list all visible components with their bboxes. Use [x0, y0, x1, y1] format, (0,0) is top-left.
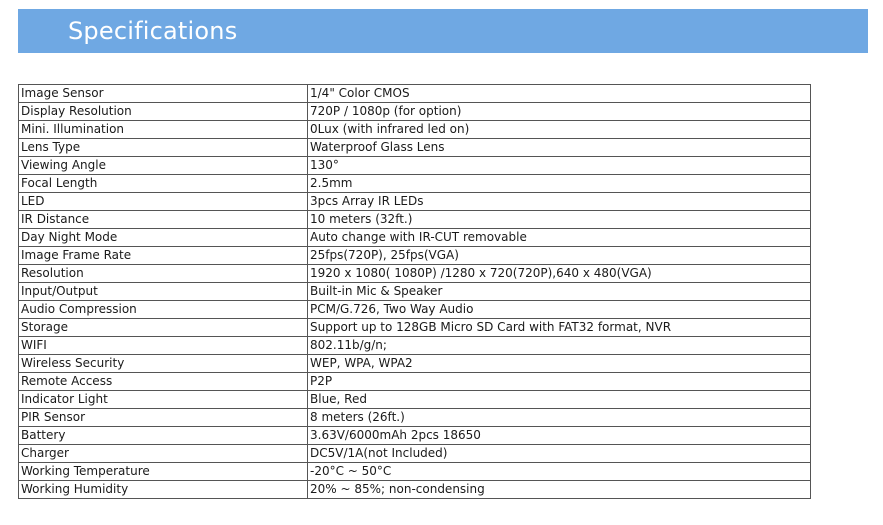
spec-label: Mini. Illumination — [19, 121, 308, 139]
spec-label: Image Frame Rate — [19, 247, 308, 265]
spec-value: 20% ~ 85%; non-condensing — [308, 481, 811, 499]
spec-label: PIR Sensor — [19, 409, 308, 427]
spec-label: Remote Access — [19, 373, 308, 391]
spec-value: 2.5mm — [308, 175, 811, 193]
spec-value: 0Lux (with infrared led on) — [308, 121, 811, 139]
spec-row — [19, 427, 811, 445]
spec-value: PCM/G.726, Two Way Audio — [308, 301, 811, 319]
spec-value: 3.63V/6000mAh 2pcs 18650 — [308, 427, 811, 445]
spec-row — [19, 355, 811, 373]
spec-value: Support up to 128GB Micro SD Card with FAT32 format, NVR — [308, 319, 811, 337]
spec-value: 1920 x 1080( 1080P) /1280 x 720(720P),640 x 480(VGA) — [308, 265, 811, 283]
spec-row — [19, 103, 811, 121]
spec-row — [19, 265, 811, 283]
specifications-table — [18, 84, 811, 499]
spec-label: Wireless Security — [19, 355, 308, 373]
spec-label: Display Resolution — [19, 103, 308, 121]
spec-label: Working Humidity — [19, 481, 308, 499]
spec-label: Storage — [19, 319, 308, 337]
spec-label: IR Distance — [19, 211, 308, 229]
spec-row — [19, 157, 811, 175]
spec-value: Waterproof Glass Lens — [308, 139, 811, 157]
spec-row — [19, 445, 811, 463]
spec-label: Resolution — [19, 265, 308, 283]
spec-row — [19, 337, 811, 355]
spec-value: 10 meters (32ft.) — [308, 211, 811, 229]
spec-label: Focal Length — [19, 175, 308, 193]
spec-value: 720P / 1080p (for option) — [308, 103, 811, 121]
spec-row — [19, 373, 811, 391]
spec-row — [19, 229, 811, 247]
spec-value: Blue, Red — [308, 391, 811, 409]
spec-row — [19, 319, 811, 337]
spec-row — [19, 463, 811, 481]
spec-label: Working Temperature — [19, 463, 308, 481]
spec-row — [19, 121, 811, 139]
spec-label: Indicator Light — [19, 391, 308, 409]
spec-value: 130° — [308, 157, 811, 175]
spec-value: Built-in Mic & Speaker — [308, 283, 811, 301]
spec-row — [19, 175, 811, 193]
section-title: Specifications — [68, 17, 238, 45]
spec-label: Image Sensor — [19, 85, 308, 103]
spec-row — [19, 301, 811, 319]
spec-label: Battery — [19, 427, 308, 445]
section-header-banner — [18, 9, 868, 53]
spec-row — [19, 481, 811, 499]
spec-label: Audio Compression — [19, 301, 308, 319]
spec-row — [19, 211, 811, 229]
spec-row — [19, 391, 811, 409]
spec-label: WIFI — [19, 337, 308, 355]
specifications-table-body — [19, 85, 811, 499]
spec-label: Day Night Mode — [19, 229, 308, 247]
spec-row — [19, 85, 811, 103]
spec-value: Auto change with IR-CUT removable — [308, 229, 811, 247]
spec-value: WEP, WPA, WPA2 — [308, 355, 811, 373]
spec-label: LED — [19, 193, 308, 211]
spec-label: Charger — [19, 445, 308, 463]
spec-row — [19, 247, 811, 265]
spec-label: Viewing Angle — [19, 157, 308, 175]
spec-value: 1/4" Color CMOS — [308, 85, 811, 103]
spec-row — [19, 409, 811, 427]
spec-value: 8 meters (26ft.) — [308, 409, 811, 427]
spec-value: DC5V/1A(not Included) — [308, 445, 811, 463]
spec-value: P2P — [308, 373, 811, 391]
spec-row — [19, 193, 811, 211]
spec-value: 3pcs Array IR LEDs — [308, 193, 811, 211]
spec-row — [19, 283, 811, 301]
spec-value: -20°C ~ 50°C — [308, 463, 811, 481]
spec-value: 25fps(720P), 25fps(VGA) — [308, 247, 811, 265]
spec-label: Input/Output — [19, 283, 308, 301]
spec-value: 802.11b/g/n; — [308, 337, 811, 355]
spec-label: Lens Type — [19, 139, 308, 157]
spec-row — [19, 139, 811, 157]
